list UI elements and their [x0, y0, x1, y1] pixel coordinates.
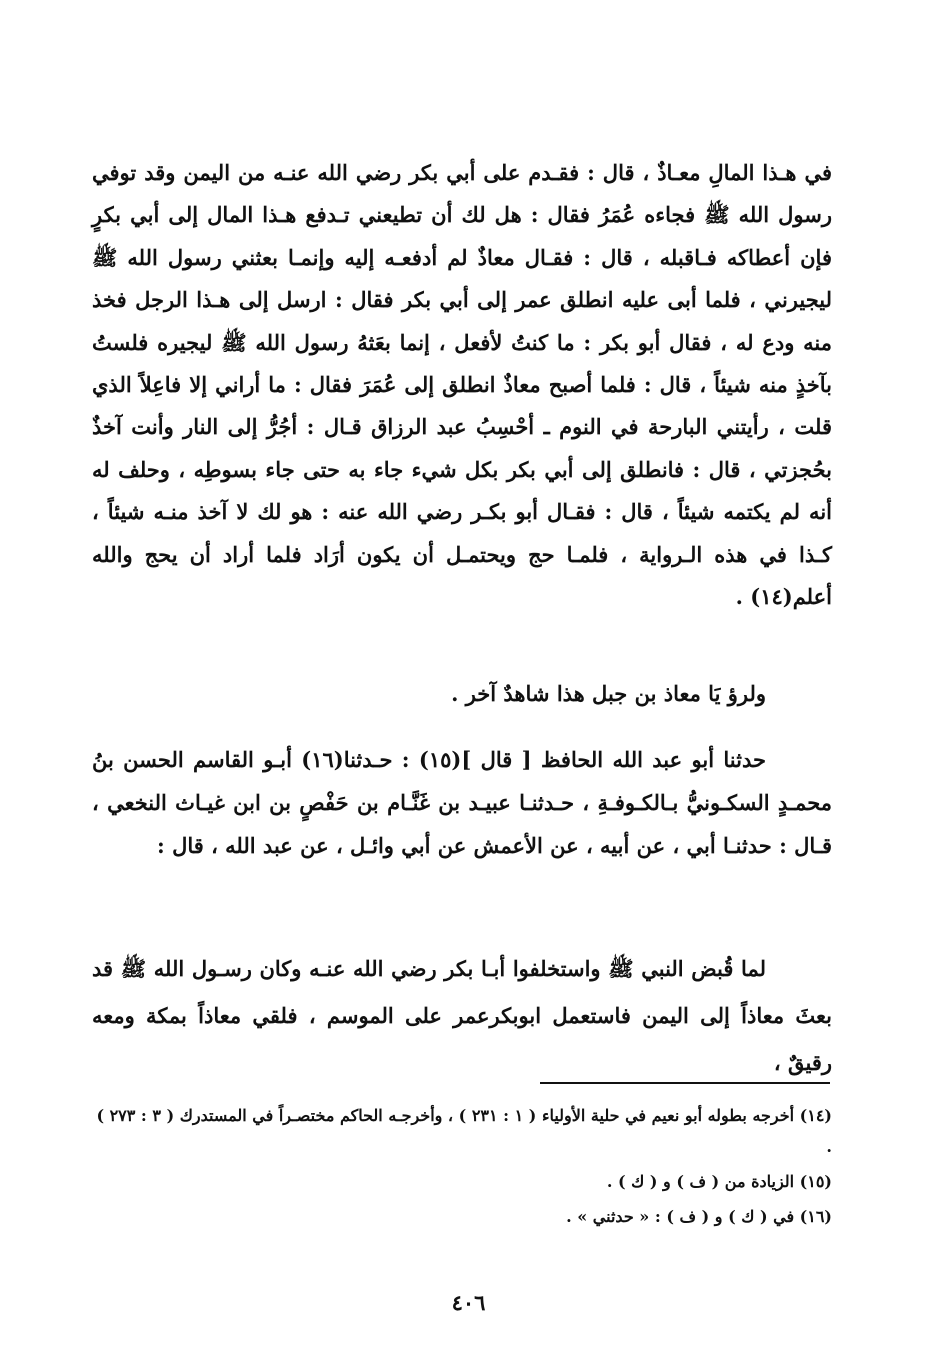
page-number: ٤٠٦ [451, 1290, 486, 1315]
isnad-paragraph: حدثنا أبو عبد الله الحافظ [ قال ](١٥) : حـدثنا(١٦) أبـو القاسم الحسن بنُ محمـدٍ السكـونيُّ بـالكـوفـةِ ، حـدثنـا عبيـد بن غَنَّـام بن حَفْصٍ بن ابن غيـاث النخعي ، قـال : حدثنـا أبي ، عن أبيه ، عن الأعمش عن أبي وائـل ، عن عبد الله ، قال : [92, 747, 832, 858]
main-paragraph: في هـذا المالِ معـاذٌ ، قال : فقـدم على أبي بكر رضي الله عنـه من اليمن وقد توفي رسول الله ﷺ فجاءه عُمَرُ فقال : هل لك أن تطيعني تـدفع هـذا المال إلى أبي بكرٍ فإن أعطاكه فـاقبله ، قال : فقـال معاذٌ لم أدفعـه إليه وإنمـا بعثني رسول الله ﷺ ليجيرني ، فلما أبى عليه انطلق عمر إلى أبي بكر فقال : ارسل إلى هـذا الرجل فخذ منه ودع له ، فقال أبو بكر : ما كنتُ لأفعل ، إنما بعَثهُ رسول الله ﷺ ليجيره فلستُ بآخذٍ منه شيئاً ، قال : فلما أصبح معاذٌ انطلق إلى عُمَرَ فقال : ما أراني إلا فاعِلاً الذي قلت ، رأيتني البارحة في النوم ـ أحْسِبُ عبد الرزاق قـال : أجُرُّ إلى النار وأنت آخذٌ بحُجزتي ، قال : فانطلق إلى أبي بكر بكل شيء جاء به حتى جاء بسوطِه ، وحلف له أنه لم يكتمه شيئاً ، قال : فقـال أبو بكـر رضي الله عنه : هو لك لا آخذ منـه شيئاً ، كـذا في هذه الـرواية ، فلمـا حج ويحتمـل أن يكون أرَاد فلما أراد أن يحج والله أعلم(١٤) . [92, 160, 832, 610]
footnote-15: (١٥) الزيادة من ( ف ) و ( ك ) . [606, 1172, 832, 1191]
short-paragraph: ولرؤ يَا معاذ بن جبل هذا شاهدٌ آخر . [451, 681, 766, 706]
hadith-paragraph: لما قُبض النبي ﷺ واستخلفوا أبـا بكر رضي الله عنـه وكان رسـول الله ﷺ قد بعثَ معاذاً إلى اليمن فاستعمل ابوبكرعمر على الموسم ، فلقي معاذاً بمكة ومعه رقيقٌ ، [92, 956, 832, 1075]
footnote-divider [540, 1082, 830, 1084]
footnotes [92, 1100, 832, 1236]
footnote-14: (١٤) أخرجه بطوله أبو نعيم في حلية الأولياء ( ١ : ٢٣١ ) ، وأخرجـه الحاكم مختصـراً في المستدرك ( ٣ : ٢٧٣ ) . [96, 1106, 832, 1156]
footnote-16: (١٦) في ( ك ) و ( ف ) : « حدثني » . [566, 1207, 832, 1226]
